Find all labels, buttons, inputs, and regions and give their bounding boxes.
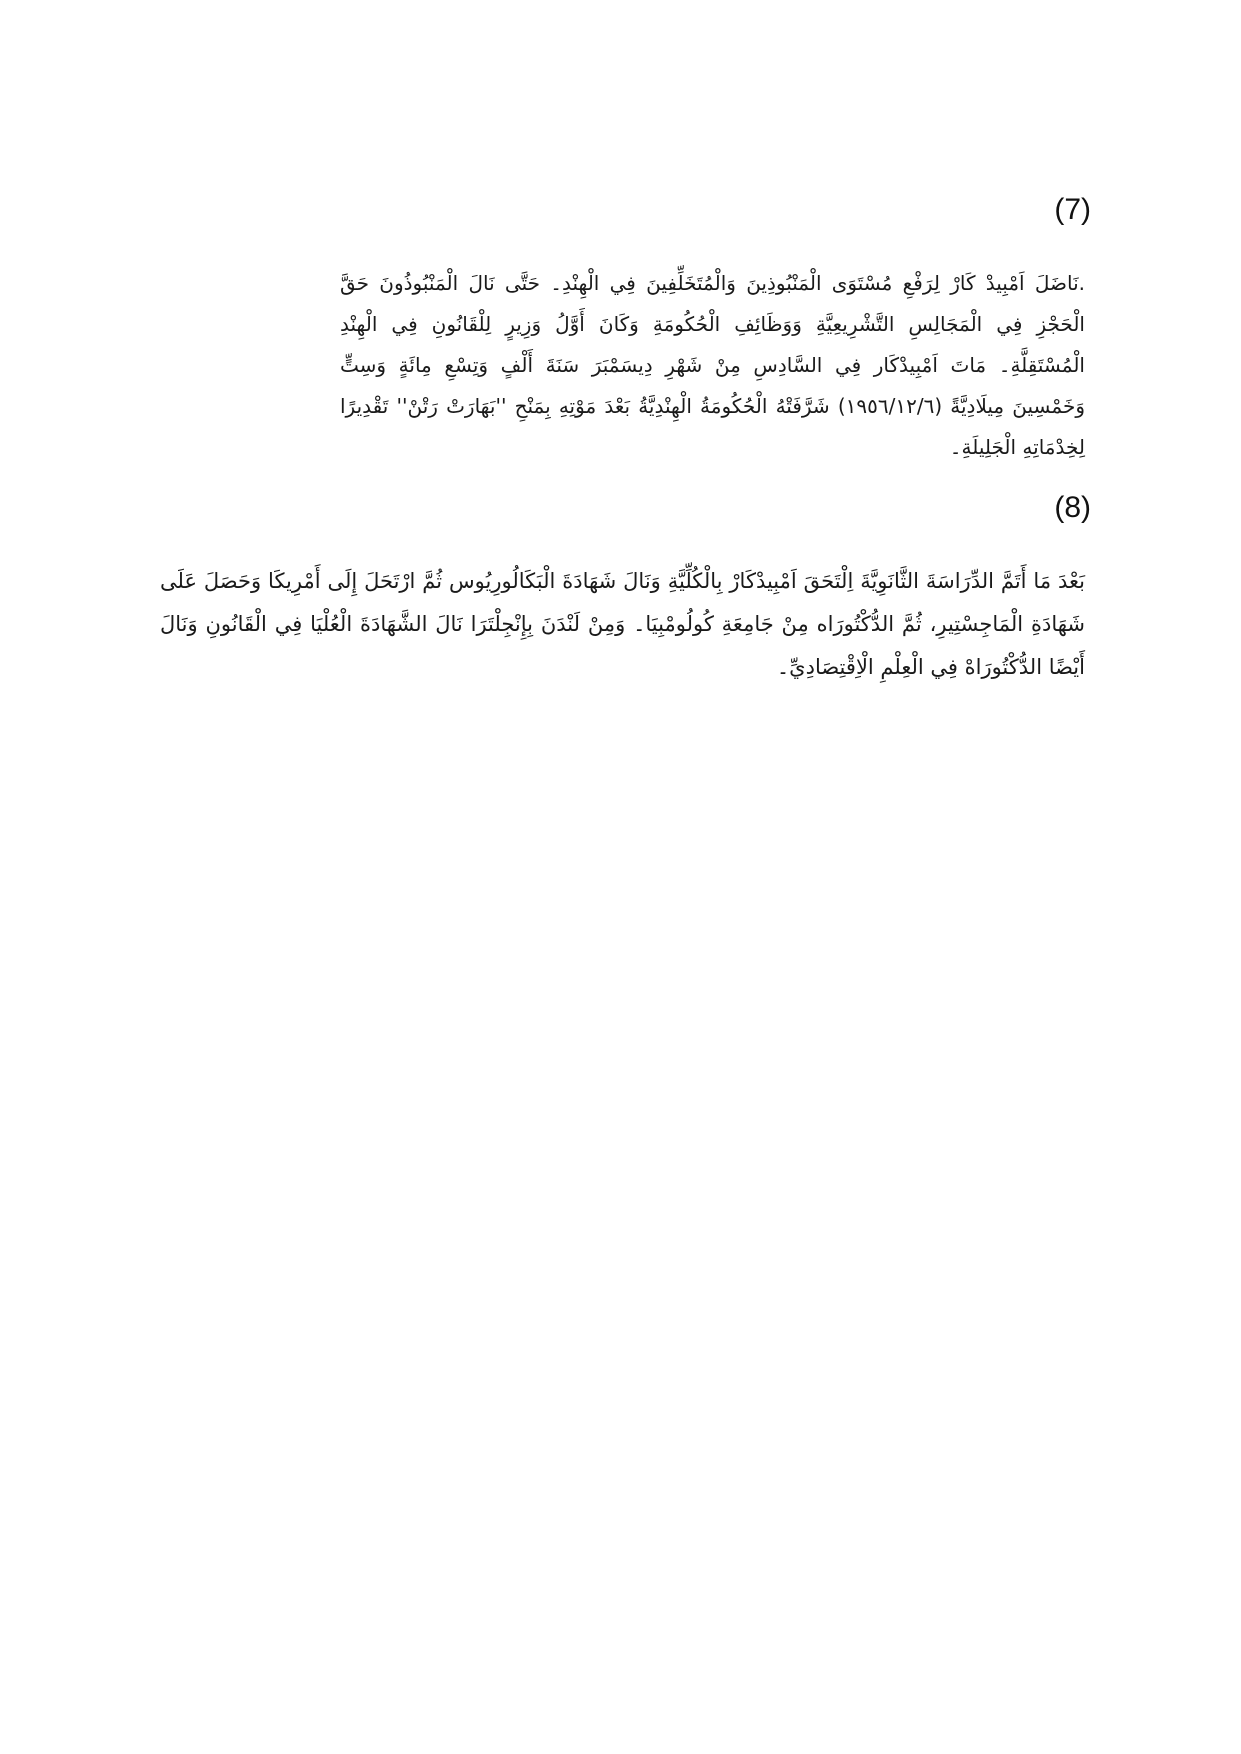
item-number-7: (7)	[1054, 193, 1091, 226]
item-number-8: (8)	[1054, 491, 1091, 524]
paragraph-7: .نَاضَلَ اَمْبِيدْ كَارْ لِرَفْعِ مُسْتَوَى الْمَنْبُوذِينَ وَالْمُتَخَلِّفِينَ فِي الْهِنْدِ۔ حَتَّى نَالَ الْمَنْبُوذُونَ حَقَّ الْحَجْزِ فِي الْمَجَالِسِ التَّشْرِيعِيَّةِ وَوَظَائِفِ الْحُكُومَةِ وَكَانَ أَوَّلُ وَزِيرٍ لِلْقَانُونِ فِي الْهِنْدِ الْمُسْتَقِلَّةِ۔ مَاتَ اَمْبِيدْكَار فِي السَّادِسِ مِنْ شَهْرِ دِيسَمْبَرَ سَنَةَ أَلْفٍ وَتِسْعِ مِائَةٍ وَسِتٍّ وَخَمْسِينَ مِيلَادِيَّةً (١٩٥٦/١٢/٦) شَرَّفَتْهُ الْحُكُومَةُ الْهِنْدِيَّةُ بَعْدَ مَوْتِهِ بِمَنْحِ ''بَهَارَتْ رَتْنْ'' تَقْدِيرًا لِخِدْمَاتِهِ الْجَلِيلَةِ۔	[340, 271, 1085, 459]
paragraph-8: بَعْدَ مَا أَتَمَّ الدِّرَاسَةَ الثَّانَوِيَّةَ اِلْتَحَقَ اَمْبِيدْكَارْ بِالْكُلِّيَّةِ وَنَالَ شَهَادَةَ الْبَكَالُورِيُوس ثُمَّ ارْتَحَلَ إِلَى أَمْرِيكَا وَحَصَلَ عَلَى شَهَادَةِ الْمَاجِسْتِيرِ، ثُمَّ الدُّكْتُورَاه مِنْ جَامِعَةِ كُولُومْبِيَا۔ وَمِنْ لَنْدَنَ بِإِنْجِلْتَرَا نَالَ الشَّهَادَةَ الْعُلْيَا فِي الْقَانُونِ وَنَالَ أَيْضًا الدُّكْتُورَاهْ فِي الْعِلْمِ الْاِقْتِصَادِيِّ۔	[160, 569, 1085, 679]
